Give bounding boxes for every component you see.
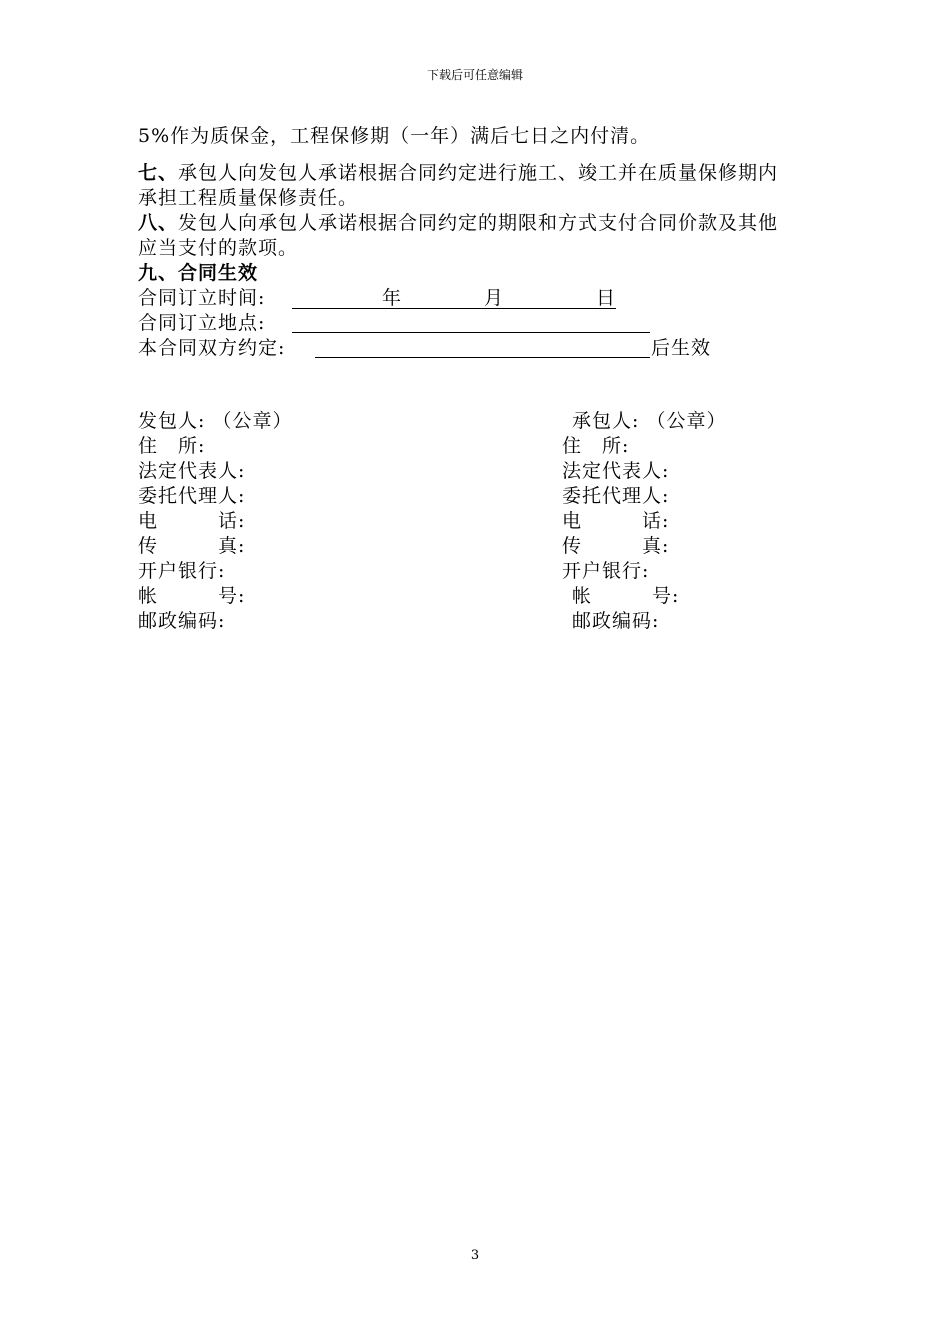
clause-7-label: 七、	[138, 162, 179, 184]
day-label: 日	[596, 287, 617, 309]
employer-account: 帐 号:	[138, 585, 246, 607]
contractor-address: 住 所:	[562, 435, 630, 457]
month-label: 月	[484, 287, 505, 309]
clause-9-heading: 九、合同生效	[138, 262, 259, 284]
employer-phone: 电 话:	[138, 510, 246, 532]
page-header: 下载后可任意编辑	[426, 68, 523, 82]
clause-8-line-2: 应当支付的款项。	[138, 237, 299, 259]
clause-7-line-1	[138, 161, 778, 185]
sign-time-field[interactable]	[292, 286, 616, 309]
contractor-phone: 电 话:	[562, 510, 670, 532]
clause-8-line-1	[138, 211, 778, 235]
employer-bank: 开户银行:	[138, 560, 226, 582]
sign-place-field[interactable]	[292, 311, 650, 333]
sign-place-label: 合同订立地点:	[138, 312, 266, 334]
effective-field[interactable]	[315, 336, 650, 358]
effective-label: 本合同双方约定:	[138, 337, 286, 359]
clause-7-line-2: 承担工程质量保修责任。	[138, 187, 359, 209]
employer-agent: 委托代理人:	[138, 485, 246, 507]
contractor-fax: 传 真:	[562, 535, 670, 557]
sign-time-row	[138, 286, 265, 310]
effective-suffix: 后生效	[651, 337, 712, 359]
contractor-agent: 委托代理人:	[562, 485, 670, 507]
contractor-title: 承包人: （公章）	[572, 410, 727, 432]
clause-8-label: 八、	[138, 212, 179, 234]
sign-time-label: 合同订立时间:	[138, 287, 266, 309]
page-number: 3	[470, 1248, 480, 1263]
contractor-account: 帐 号:	[572, 585, 680, 607]
contractor-bank: 开户银行:	[562, 560, 650, 582]
clause-7-text: 承包人向发包人承诺根据合同约定进行施工、竣工并在质量保修期内	[178, 162, 779, 184]
employer-legal-rep: 法定代表人:	[138, 460, 246, 482]
employer-postcode: 邮政编码:	[138, 610, 226, 632]
contractor-postcode: 邮政编码:	[572, 610, 660, 632]
year-label: 年	[382, 287, 403, 309]
contractor-legal-rep: 法定代表人:	[562, 460, 670, 482]
quality-deposit-line: 5%作为质保金，工程保修期（一年）满后七日之内付清。	[138, 125, 651, 147]
clause-8-text: 发包人向承包人承诺根据合同约定的期限和方式支付合同价款及其他	[178, 212, 779, 234]
employer-address: 住 所:	[138, 435, 206, 457]
employer-title: 发包人: （公章）	[138, 410, 293, 432]
employer-fax: 传 真:	[138, 535, 246, 557]
